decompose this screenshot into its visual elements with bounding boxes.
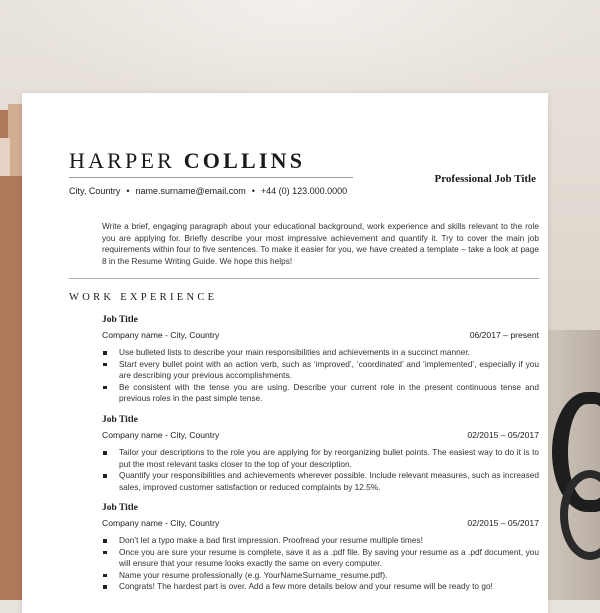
job-bullet: [102, 359, 539, 382]
contact-separator: •: [251, 186, 255, 196]
job-bullet: [102, 382, 539, 405]
last-name: COLLINS: [183, 148, 306, 173]
job-dates: 06/2017 – present: [469, 330, 539, 340]
resume-sheet: [22, 93, 548, 613]
bullet-text: Use bulleted lists to describe your main responsibilities and achievements in a succinct manner.: [119, 347, 470, 357]
job-title: Job Title: [102, 415, 138, 425]
job-bullet: [102, 570, 539, 582]
summary-paragraph: Write a brief, engaging paragraph about your educational background, work experience and skills relevant to the role you are applying for. Briefly describe your most impressive achievement and quantify it. Try to cover the main job requirements within four to five sentences. To make it easier for you, we have created a template – take a look at page 8 in the Resume Writing Guide. We hope this helps!: [102, 221, 539, 266]
bullet-text: Tailor your descriptions to the role you are applying for by reorganizing bullet points. The easiest way to do it is to put the most relevant tasks closer to the top of your description.: [119, 447, 539, 469]
name-divider: [69, 177, 353, 178]
job-entry: [102, 314, 539, 405]
background-rust-strip: [0, 110, 22, 600]
bullet-text: Congrats! The hardest part is over. Add a few more details below and your resume will be ready to go!: [119, 581, 493, 591]
bullet-text: Be consistent with the tense you are using. Describe your current role in the present continuous tense and previous roles in the past simple tense.: [119, 381, 539, 403]
contact-separator: •: [126, 186, 130, 196]
contact-location: City, Country: [69, 186, 121, 196]
background-tan-strip: [8, 104, 22, 176]
bullet-text: Once you are sure your resume is complete, save it as a .pdf file. By saving your resume as a .pdf document, you will ensure that your resume looks exactly the same on every computer.: [119, 546, 539, 568]
company-name: Company name - City, Country: [102, 330, 220, 340]
contact-email: name.surname@email.com: [135, 186, 246, 196]
bullet-text: Quantify your responsibilities and achievements wherever possible. Include relevant measures, such as increased sales, improved customer satisfaction or reduced complaints by 12.5%.: [119, 470, 539, 492]
job-title: Job Title: [102, 503, 138, 513]
bullet-icon: [103, 585, 107, 589]
bullet-icon: [103, 363, 107, 367]
bullet-text: Name your resume professionally (e.g. YourNameSurname_resume.pdf).: [119, 569, 388, 580]
job-entry: [102, 414, 539, 493]
bullet-icon: [103, 539, 107, 543]
work-experience-heading: WORK EXPERIENCE: [69, 292, 218, 303]
company-row: [102, 430, 539, 441]
job-dates: 02/2015 – 05/2017: [467, 430, 539, 440]
contact-line: [69, 186, 347, 196]
job-bullet: [102, 447, 539, 470]
job-bullets: [102, 347, 539, 405]
candidate-name: [69, 148, 305, 174]
job-bullet: [102, 581, 539, 593]
job-title: Job Title: [102, 315, 138, 325]
bullet-icon: [103, 386, 107, 390]
company-name: Company name - City, Country: [102, 430, 220, 440]
bullet-icon: [103, 551, 107, 555]
professional-job-title: Professional Job Title: [434, 173, 536, 185]
company-row: [102, 330, 539, 341]
company-row: [102, 518, 539, 529]
bullet-icon: [103, 474, 107, 478]
bullet-icon: [103, 574, 107, 578]
job-bullet: [102, 535, 539, 547]
job-bullets: [102, 447, 539, 493]
summary-divider: [69, 278, 539, 279]
company-name: Company name - City, Country: [102, 518, 220, 528]
job-entry: [102, 502, 539, 593]
bullet-text: Start every bullet point with an action verb, such as ‘improved’, ‘coordinated’ and ‘implemented’, especially if you are describing your previous accomplishments.: [119, 358, 539, 380]
job-bullet: [102, 347, 539, 359]
job-bullets: [102, 535, 539, 593]
bullet-icon: [103, 451, 107, 455]
job-dates: 02/2015 – 05/2017: [467, 518, 539, 528]
contact-phone: +44 (0) 123.000.0000: [260, 186, 348, 196]
bullet-icon: [103, 351, 107, 355]
job-bullet: [102, 470, 539, 493]
background-pale-strip: [0, 138, 10, 176]
bullet-text: Don’t let a typo make a bad first impression. Proofread your resume multiple times!: [119, 535, 423, 545]
job-bullet: [102, 547, 539, 570]
first-name: HARPER: [69, 148, 175, 173]
